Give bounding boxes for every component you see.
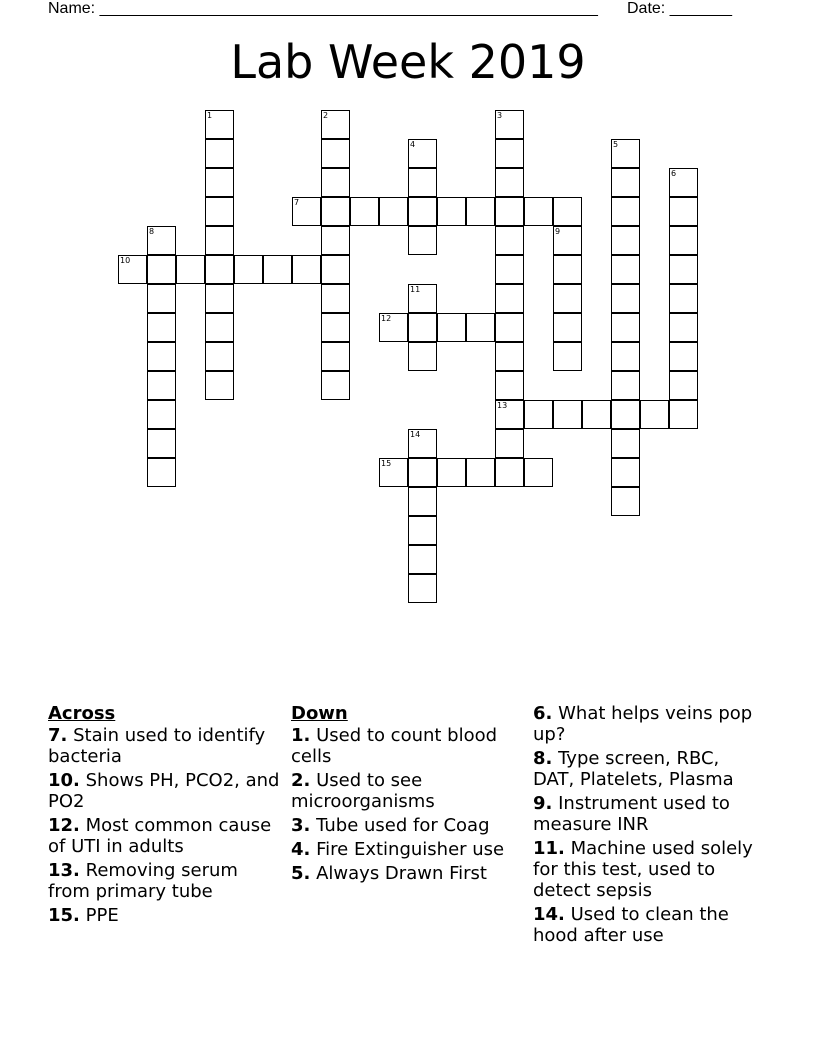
crossword-cell[interactable] (495, 284, 524, 313)
clue-across-13 (48, 860, 280, 902)
clue-text: Type screen, RBC, DAT, Platelets, Plasma (533, 748, 734, 790)
crossword-cell[interactable] (611, 400, 640, 429)
crossword-cell[interactable] (408, 516, 437, 545)
crossword-cell[interactable] (408, 458, 437, 487)
crossword-cell[interactable] (611, 371, 640, 400)
cell-number: 4 (410, 140, 416, 149)
crossword-cell[interactable] (321, 110, 350, 139)
crossword-cell[interactable] (437, 197, 466, 226)
crossword-cell[interactable] (321, 226, 350, 255)
crossword-cell[interactable] (408, 487, 437, 516)
crossword-cell[interactable] (408, 342, 437, 371)
crossword-cell[interactable] (321, 284, 350, 313)
date-field-label: Date: _______ (627, 0, 732, 17)
crossword-cell[interactable] (466, 458, 495, 487)
crossword-cell[interactable] (321, 197, 350, 226)
crossword-cell[interactable] (205, 110, 234, 139)
crossword-cell[interactable] (611, 429, 640, 458)
crossword-cell[interactable] (408, 284, 437, 313)
crossword-cell[interactable] (553, 226, 582, 255)
clue-number: 7. (48, 725, 68, 746)
clue-down-8 (533, 748, 763, 790)
cell-number: 15 (381, 459, 392, 468)
crossword-cell[interactable] (553, 342, 582, 371)
clue-across-10 (48, 770, 280, 812)
clue-text: Most common cause of UTI in adults (48, 815, 272, 857)
clue-text: Machine used solely for this test, used to detect sepsis (533, 838, 753, 901)
down-heading: Down (291, 703, 348, 724)
crossword-cell[interactable] (553, 197, 582, 226)
crossword-cell[interactable] (582, 400, 611, 429)
crossword-cell[interactable] (118, 255, 147, 284)
cell-number: 6 (671, 169, 677, 178)
crossword-cell[interactable] (611, 197, 640, 226)
clue-down-3 (291, 815, 523, 836)
clue-down-14 (533, 904, 763, 946)
crossword-cell[interactable] (176, 255, 205, 284)
clue-across-7 (48, 725, 280, 767)
clue-number: 6. (533, 703, 553, 724)
crossword-cell[interactable] (466, 313, 495, 342)
clue-down-4 (291, 839, 523, 860)
crossword-cell[interactable] (669, 168, 698, 197)
crossword-cell[interactable] (553, 284, 582, 313)
crossword-cell[interactable] (321, 371, 350, 400)
crossword-cell[interactable] (495, 139, 524, 168)
cell-number: 5 (613, 140, 619, 149)
page-title: Lab Week 2019 (230, 35, 586, 89)
cell-number: 11 (410, 285, 421, 294)
crossword-cell[interactable] (292, 255, 321, 284)
cell-number: 8 (149, 227, 155, 236)
crossword-cell[interactable] (321, 139, 350, 168)
cell-number: 13 (497, 401, 508, 410)
crossword-cell[interactable] (495, 226, 524, 255)
clue-number: 15. (48, 905, 80, 926)
clue-text: Fire Extinguisher use (316, 839, 505, 860)
crossword-cell[interactable] (321, 168, 350, 197)
crossword-cell[interactable] (495, 168, 524, 197)
crossword-cell[interactable] (205, 226, 234, 255)
clue-down-9 (533, 793, 763, 835)
cell-number: 3 (497, 111, 503, 120)
clue-number: 8. (533, 748, 553, 769)
crossword-cell[interactable] (669, 255, 698, 284)
crossword-cell[interactable] (495, 371, 524, 400)
crossword-cell[interactable] (234, 255, 263, 284)
crossword-cell[interactable] (205, 255, 234, 284)
clue-number: 5. (291, 863, 311, 884)
crossword-cell[interactable] (321, 255, 350, 284)
clue-number: 9. (533, 793, 553, 814)
crossword-cell[interactable] (263, 255, 292, 284)
crossword-cell[interactable] (669, 284, 698, 313)
crossword-cell[interactable] (495, 313, 524, 342)
crossword-cell[interactable] (379, 458, 408, 487)
crossword-cell[interactable] (495, 255, 524, 284)
crossword-cell[interactable] (350, 197, 379, 226)
clue-number: 4. (291, 839, 311, 860)
crossword-cell[interactable] (205, 313, 234, 342)
clue-across-12 (48, 815, 280, 857)
crossword-cell[interactable] (205, 139, 234, 168)
crossword-cell[interactable] (147, 255, 176, 284)
crossword-cell[interactable] (669, 226, 698, 255)
crossword-cell[interactable] (611, 284, 640, 313)
crossword-cell[interactable] (611, 139, 640, 168)
crossword-cell[interactable] (408, 139, 437, 168)
crossword-cell[interactable] (408, 168, 437, 197)
clue-text: Stain used to identify bacteria (48, 725, 266, 767)
clue-number: 10. (48, 770, 80, 791)
crossword-cell[interactable] (147, 226, 176, 255)
crossword-cell[interactable] (408, 197, 437, 226)
cell-number: 9 (555, 227, 561, 236)
crossword-cell[interactable] (379, 313, 408, 342)
crossword-cell[interactable] (205, 342, 234, 371)
clue-down-2 (291, 770, 523, 812)
crossword-cell[interactable] (408, 429, 437, 458)
down-clues-continued-column (533, 703, 763, 949)
clue-number: 3. (291, 815, 311, 836)
crossword-cell[interactable] (379, 197, 408, 226)
crossword-cell[interactable] (147, 458, 176, 487)
crossword-cell[interactable] (147, 400, 176, 429)
cell-number: 12 (381, 314, 392, 323)
crossword-cell[interactable] (321, 313, 350, 342)
crossword-cell[interactable] (524, 400, 553, 429)
cell-number: 7 (294, 198, 300, 207)
crossword-cell[interactable] (147, 342, 176, 371)
crossword-cell[interactable] (611, 487, 640, 516)
crossword-cell[interactable] (147, 313, 176, 342)
name-field-label: Name: ________________________________________________________ (48, 0, 598, 17)
crossword-cell[interactable] (611, 226, 640, 255)
crossword-cell[interactable] (495, 197, 524, 226)
crossword-cell[interactable] (611, 342, 640, 371)
crossword-cell[interactable] (321, 342, 350, 371)
crossword-cell[interactable] (408, 574, 437, 603)
clue-text: Instrument used to measure INR (533, 793, 730, 835)
crossword-cell[interactable] (611, 458, 640, 487)
crossword-cell[interactable] (669, 342, 698, 371)
clue-number: 1. (291, 725, 311, 746)
clue-number: 14. (533, 904, 565, 925)
clue-text: Used to see microorganisms (291, 770, 435, 812)
crossword-cell[interactable] (611, 168, 640, 197)
crossword-cell[interactable] (205, 168, 234, 197)
crossword-cell[interactable] (553, 313, 582, 342)
crossword-cell[interactable] (147, 284, 176, 313)
clue-down-5 (291, 863, 523, 884)
crossword-cell[interactable] (408, 226, 437, 255)
clue-down-6 (533, 703, 763, 745)
crossword-cell[interactable] (147, 429, 176, 458)
down-clues-column (291, 703, 523, 887)
clue-text: Removing serum from primary tube (48, 860, 238, 902)
crossword-cell[interactable] (553, 255, 582, 284)
clue-text: Used to clean the hood after use (533, 904, 729, 946)
crossword-cell[interactable] (292, 197, 321, 226)
crossword-cell[interactable] (205, 284, 234, 313)
crossword-cell[interactable] (553, 400, 582, 429)
crossword-cell[interactable] (205, 197, 234, 226)
cell-number: 1 (207, 111, 213, 120)
crossword-cell[interactable] (669, 197, 698, 226)
crossword-cell[interactable] (147, 371, 176, 400)
cell-number: 14 (410, 430, 421, 439)
cell-number: 2 (323, 111, 329, 120)
crossword-cell[interactable] (437, 313, 466, 342)
clue-text: Used to count blood cells (291, 725, 498, 767)
crossword-cell[interactable] (611, 255, 640, 284)
clue-number: 2. (291, 770, 311, 791)
clue-down-1 (291, 725, 523, 767)
across-heading: Across (48, 703, 116, 724)
clue-number: 13. (48, 860, 80, 881)
crossword-cell[interactable] (669, 400, 698, 429)
across-clues-column (48, 703, 280, 929)
crossword-cell[interactable] (495, 400, 524, 429)
crossword-cell[interactable] (611, 313, 640, 342)
clue-text: What helps veins pop up? (533, 703, 753, 745)
crossword-cell[interactable] (669, 313, 698, 342)
crossword-cell[interactable] (495, 429, 524, 458)
crossword-cell[interactable] (495, 110, 524, 139)
cell-number: 10 (120, 256, 131, 265)
clue-text: Shows PH, PCO2, and PO2 (48, 770, 280, 812)
clue-number: 12. (48, 815, 80, 836)
clue-down-11 (533, 838, 763, 901)
crossword-cell[interactable] (640, 400, 669, 429)
crossword-cell[interactable] (524, 458, 553, 487)
clue-across-15 (48, 905, 280, 926)
crossword-cell[interactable] (408, 313, 437, 342)
clue-text: PPE (85, 905, 119, 926)
clue-text: Always Drawn First (316, 863, 487, 884)
crossword-cell[interactable] (466, 197, 495, 226)
crossword-cell[interactable] (205, 371, 234, 400)
crossword-cell[interactable] (669, 371, 698, 400)
crossword-cell[interactable] (495, 342, 524, 371)
crossword-cell[interactable] (495, 458, 524, 487)
crossword-cell[interactable] (437, 458, 466, 487)
crossword-cell[interactable] (408, 545, 437, 574)
crossword-cell[interactable] (524, 197, 553, 226)
clue-number: 11. (533, 838, 565, 859)
clue-text: Tube used for Coag (316, 815, 490, 836)
